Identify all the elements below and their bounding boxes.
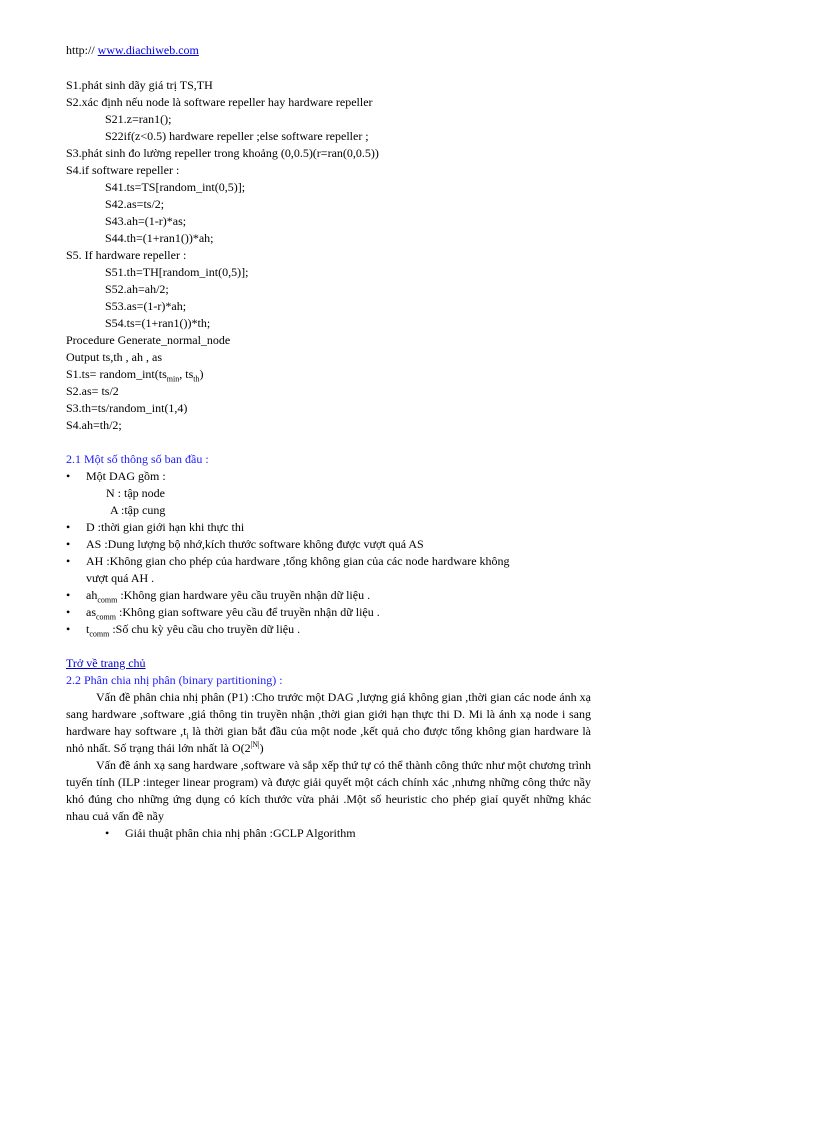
paragraph-ilp: Vấn đề ánh xạ sang hardware ,software và sắp xếp thứ tự có thể thành công thức như một chương trình tuyến tính (ILP :integer linear program) và được giải quyết một cách chính xác ,nhưng những công thức nầy khó đúng cho những ứng dụng có kích thước vừa phải .Một số heuristic cho phép giaỉ quyết những khác nhau cuả vấn đề nầy xyxy=(66,758,591,823)
list-item: • $as_{comm}$ :Không gian software yêu cầu để truyền nhận dữ liệu . xyxy=(66,605,380,622)
procedure-output: Output ts,th , ah , as xyxy=(66,350,162,364)
bullet-icon: • xyxy=(105,826,110,840)
algo-line: S54.ts=(1+ran1())*th; xyxy=(105,316,211,330)
bullet-icon: • xyxy=(66,537,71,551)
section-heading-parameters: 2.1 Một số thông số ban đầu : xyxy=(66,452,209,466)
website-link[interactable]: www.diachiweb.com xyxy=(97,43,199,57)
algo-line: S44.th=(1+ran1())*ah; xyxy=(105,231,214,245)
bullet-icon: • xyxy=(66,605,71,619)
list-item: • $ah_{comm}$ :Không gian hardware yêu cầu truyền nhận dữ liệu . xyxy=(66,588,371,605)
algo-line: S43.ah=(1-r)*as; xyxy=(105,214,187,228)
algo-line: S1.phát sinh dãy giá trị TS,TH xyxy=(66,78,213,92)
algo-line: S2.xác định nếu node là software repeller hay hardware repeller xyxy=(66,95,373,109)
list-subitem: N : tập node xyxy=(106,486,165,500)
algo-line: S22if(z<0.5) hardware repeller ;else software repeller ; xyxy=(105,129,369,143)
algo-line: S4.if software repeller : xyxy=(66,163,180,177)
algo-line: S21.z=ran1(); xyxy=(105,112,172,126)
algo-line: S42.as=ts/2; xyxy=(105,197,165,211)
bullet-icon: • xyxy=(66,520,71,534)
algorithm-block xyxy=(66,77,591,434)
document-page xyxy=(66,42,591,842)
paragraph-problem: Vấn đề phân chia nhị phân (P1) :Cho trước một DAG ,lượng giá không gian ,thời gian các node ánh xạ sang hardware ,software ,giá thông tin truyền nhận ,thời gian giới hạn thực thi D. Mi là ánh xạ node i sang hardware hay software $,t_i$ là thời gian bắt đầu của một node ,kết quả cho được tổng không gian hardware là nhỏ nhất. Số trạng thái lớn nhất là $O(2^{|N|})$ xyxy=(66,690,591,755)
algo-line: S3.phát sinh đo lường repeller trong khoảng (0,0.5)(r=ran(0,0.5)) xyxy=(66,146,379,160)
list-item: • AS :Dung lượng bộ nhớ,kích thước software không được vượt quá AS xyxy=(66,537,424,551)
algo-line: S5. If hardware repeller : xyxy=(66,248,187,262)
home-link[interactable]: Trở về trang chủ xyxy=(66,656,146,670)
section-heading-binary-partitioning: 2.2 Phân chia nhị phân (binary partitioning) : xyxy=(66,673,283,687)
url-prefix: http:// xyxy=(66,43,95,57)
algo-line-s1: $S1.ts= random\_int(ts_{min}$, $ts_{th}$) xyxy=(66,367,204,384)
algo-line: S53.as=(1-r)*ah; xyxy=(105,299,187,313)
list-item: • D :thời gian giới hạn khi thực thi xyxy=(66,520,245,534)
algo-line: S2.as= ts/2 xyxy=(66,384,119,398)
algo-line: S3.th=ts/random_int(1,4) xyxy=(66,401,188,415)
bullet-icon: • xyxy=(66,469,71,483)
header-url xyxy=(66,42,591,59)
algo-line: S52.ah=ah/2; xyxy=(105,282,169,296)
algo-line: S4.ah=th/2; xyxy=(66,418,122,432)
procedure-title: Procedure Generate_normal_node xyxy=(66,333,231,347)
bullet-icon: • xyxy=(66,588,71,602)
list-item-gclp: • Giải thuật phân chia nhị phân :GCLP Algorithm xyxy=(105,826,356,840)
parameter-list xyxy=(66,468,591,638)
list-item: • AH :Không gian cho phép của hardware ,tổng không gian của các node hardware không vượt quá AH . xyxy=(66,554,510,585)
list-item: • $t_{comm}$ :Số chu kỳ yêu cầu cho truyền dữ liệu . xyxy=(66,622,301,639)
algo-line: S51.th=TH[random_int(0,5)]; xyxy=(105,265,249,279)
bullet-icon: • xyxy=(66,622,71,636)
bullet-icon: • xyxy=(66,554,71,568)
algo-line: S41.ts=TS[random_int(0,5)]; xyxy=(105,180,246,194)
list-subitem: A :tập cung xyxy=(110,503,166,517)
list-item: • Một DAG gồm : N : tập node A :tập cung xyxy=(66,468,591,519)
